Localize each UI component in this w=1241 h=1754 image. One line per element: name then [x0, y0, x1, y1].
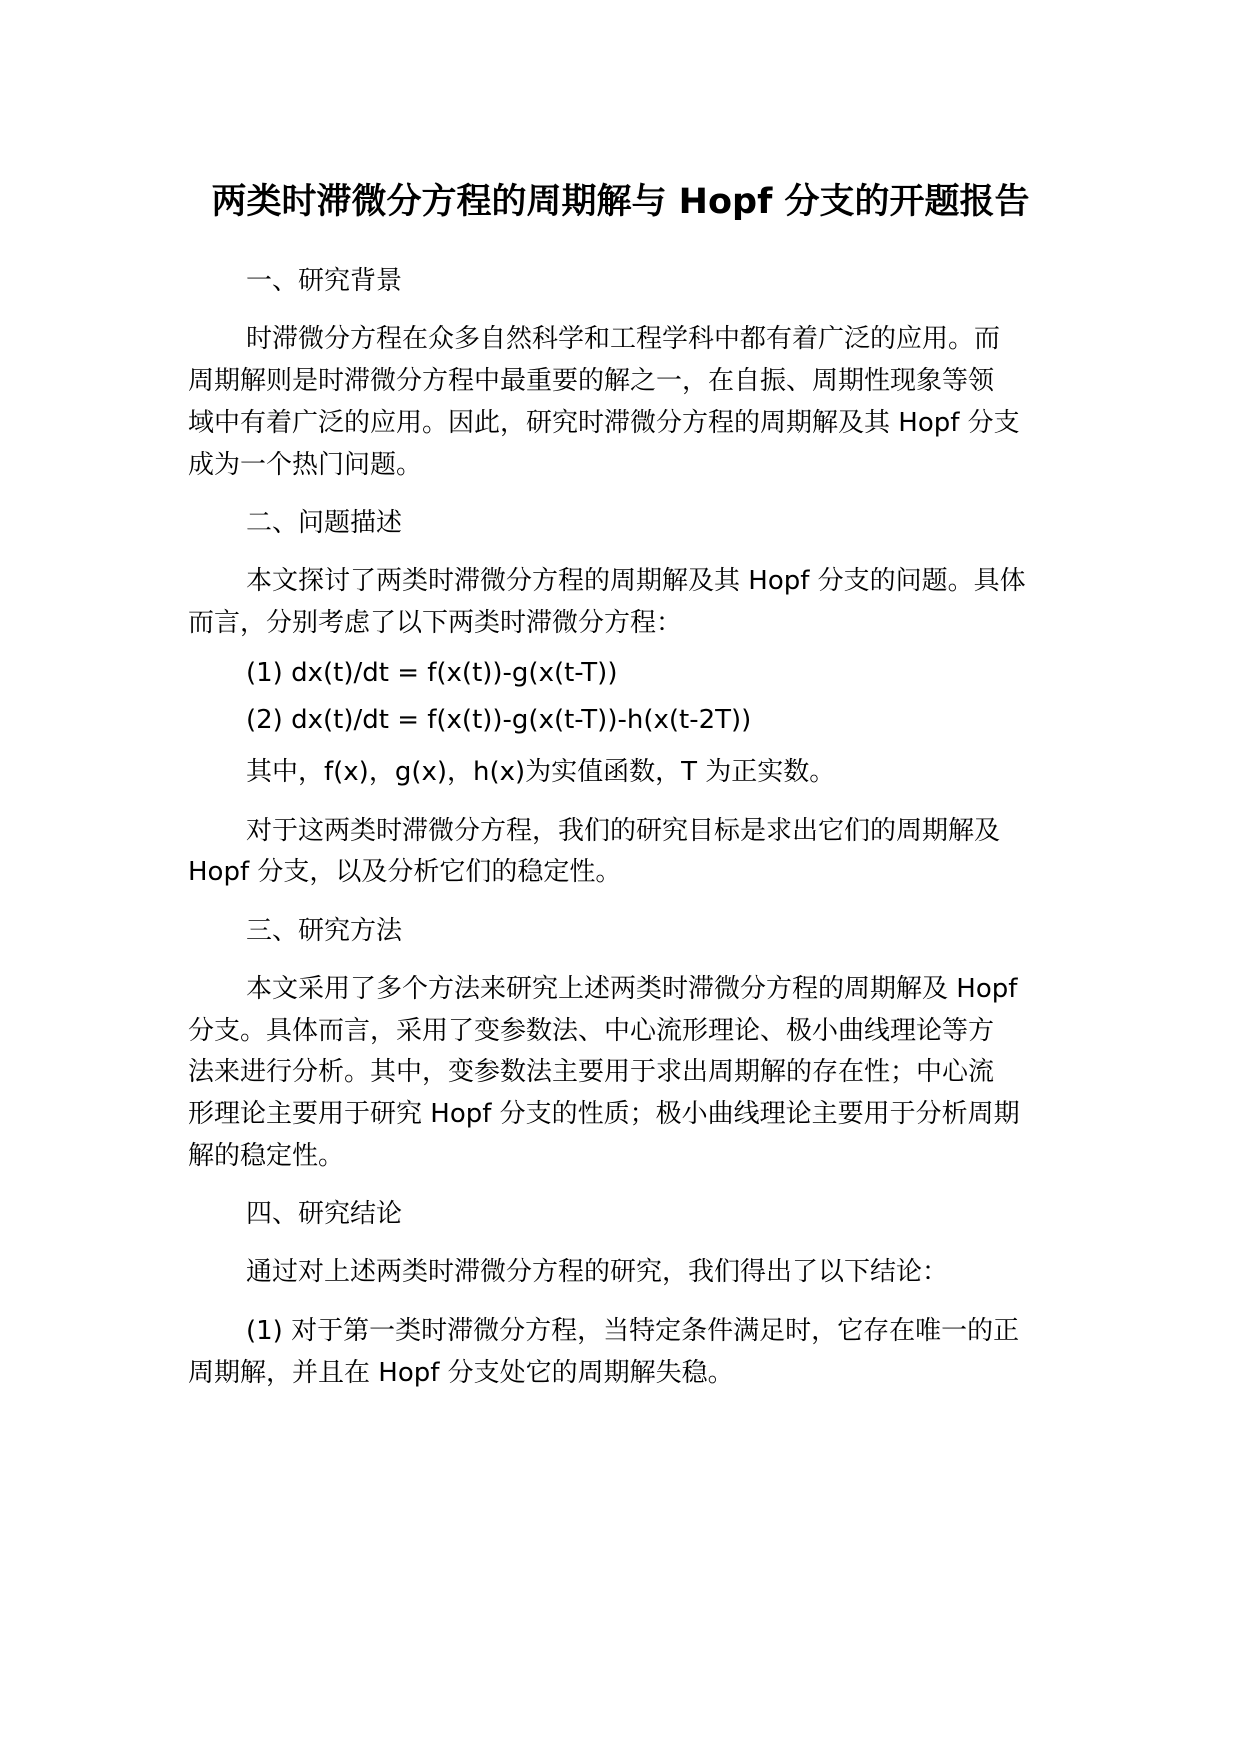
document-title: 两类时滞微分方程的周期解与 Hopf 分支的开题报告: [211, 182, 1030, 222]
paragraph-line: Hopf 分支，以及分析它们的稳定性。: [188, 857, 622, 887]
paragraph-line: 时滞微分方程在众多自然科学和工程学科中都有着广泛的应用。而: [246, 324, 1001, 354]
section-heading-methods: 三、研究方法: [246, 916, 403, 946]
section-heading-problem: 二、问题描述: [246, 508, 403, 538]
paragraph-line: 周期解则是时滞微分方程中最重要的解之一，在自振、周期性现象等领: [188, 366, 995, 396]
paragraph-line: (1) 对于第一类时滞微分方程，当特定条件满足时，它存在唯一的正: [246, 1316, 1020, 1346]
paragraph-line: 本文探讨了两类时滞微分方程的周期解及其 Hopf 分支的问题。具体: [246, 566, 1026, 596]
paragraph-line: 对于这两类时滞微分方程，我们的研究目标是求出它们的周期解及: [246, 816, 1001, 846]
equation-1: (1) dx(t)/dt = f(x(t))-g(x(t-T)): [246, 658, 618, 688]
paragraph-line: 解的稳定性。: [188, 1141, 345, 1171]
section-heading-background: 一、研究背景: [246, 266, 403, 296]
paragraph-line: 形理论主要用于研究 Hopf 分支的性质；极小曲线理论主要用于分析周期: [188, 1099, 1020, 1129]
paragraph-line: 通过对上述两类时滞微分方程的研究，我们得出了以下结论：: [246, 1257, 949, 1287]
paragraph-line: 周期解，并且在 Hopf 分支处它的周期解失稳。: [188, 1358, 734, 1388]
paragraph-line: 域中有着广泛的应用。因此，研究时滞微分方程的周期解及其 Hopf 分支: [188, 408, 1020, 438]
paragraph-line: 法来进行分析。其中，变参数法主要用于求出周期解的存在性；中心流: [188, 1057, 995, 1087]
equation-2: (2) dx(t)/dt = f(x(t))-g(x(t-T))-h(x(t-2T)): [246, 705, 752, 735]
paragraph-line: 而言，分别考虑了以下两类时滞微分方程：: [188, 608, 683, 638]
paragraph-line: 分支。具体而言，采用了变参数法、中心流形理论、极小曲线理论等方: [188, 1016, 995, 1046]
section-heading-conclusions: 四、研究结论: [246, 1199, 403, 1229]
paragraph-line: 成为一个热门问题。: [188, 450, 423, 480]
paragraph-line: 其中，f(x)，g(x)，h(x)为实值函数，T 为正实数。: [246, 757, 836, 787]
paragraph-line: 本文采用了多个方法来研究上述两类时滞微分方程的周期解及 Hopf: [246, 974, 1018, 1004]
